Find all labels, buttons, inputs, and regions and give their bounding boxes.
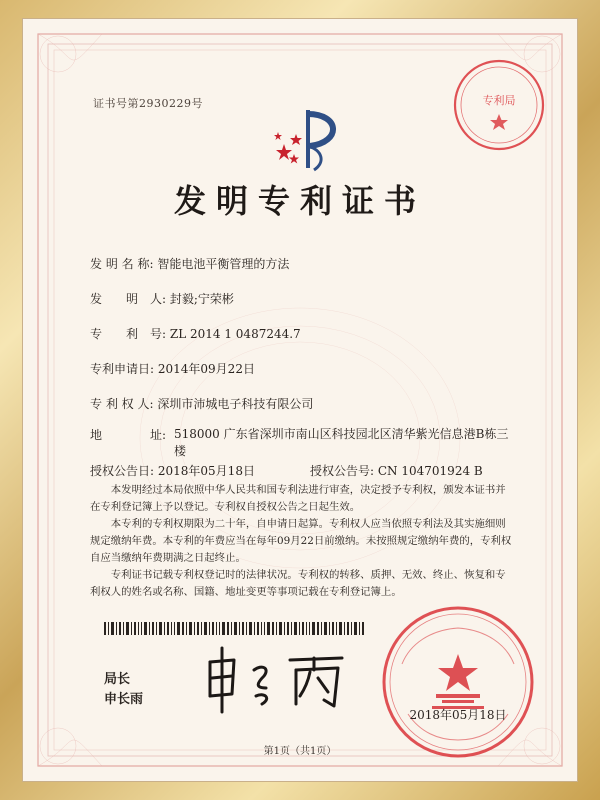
- notice-paragraph: 本发明经过本局依照中华人民共和国专利法进行审查，决定授予专利权，颁发本证书并在专利登记簿上予以登记。专利权自授权公告之日起生效。: [90, 484, 506, 513]
- field-value: 深圳市沛城电子科技有限公司: [157, 397, 314, 411]
- field-label: 专 利 权 人:: [90, 397, 154, 411]
- field-value: 2014年09月22日: [157, 362, 255, 376]
- notice-paragraph: 本专利的专利权期限为二十年，自申请日起算。专利权人应当依照专利法及其实施细则规定缴纳年费。本专利的年费应当在每年09月22日前缴纳。未按照规定缴纳年费的，专利权自应当缴纳年费期满之日起终止。: [90, 518, 512, 564]
- field-label: 发 明 名 称:: [90, 257, 154, 271]
- seal-top-text: 专利局: [482, 94, 516, 107]
- patent-office-seal-small: [450, 56, 548, 154]
- field-label: 授权公告号:: [310, 464, 375, 478]
- handwritten-signature: [192, 638, 362, 718]
- legal-notice: [90, 482, 516, 601]
- field-patent-number: [90, 325, 301, 342]
- field-label: 地 址:: [90, 428, 167, 442]
- notice-paragraph: 专利证书记载专利权登记时的法律状况。专利权的转移、质押、无效、终止、恢复和专利权人的姓名或名称、国籍、地址变更等事项记载在专利登记簿上。: [90, 569, 506, 598]
- officer-name: 申长雨: [104, 692, 144, 707]
- officer-title: 局长: [104, 672, 131, 687]
- field-value: 封毅;宁荣彬: [169, 292, 234, 306]
- field-application-date: [90, 360, 255, 377]
- field-label: 专利申请日:: [90, 362, 155, 376]
- field-label: 授权公告日:: [90, 464, 155, 478]
- field-value: 518000 广东省深圳市南山区科技园北区清华紫光信息港B栋三楼: [174, 427, 509, 458]
- seal-date: 2018年05月18日: [409, 708, 507, 722]
- field-grant-number: [310, 462, 483, 479]
- field-value: 智能电池平衡管理的方法: [157, 257, 290, 271]
- field-label: 专 利 号:: [90, 327, 167, 341]
- certificate-number: 证书号第2930229号: [93, 97, 203, 110]
- field-value: ZL 2014 1 0487244.7: [169, 327, 301, 341]
- page-number: 第1页（共1页）: [263, 746, 337, 757]
- field-address: [90, 426, 510, 460]
- certificate-title: 发明专利证书: [173, 182, 426, 220]
- patent-office-emblem-icon: [270, 106, 350, 176]
- field-value: 2018年05月18日: [157, 464, 255, 478]
- field-grant-date: [90, 462, 255, 479]
- certificate-paper: [22, 18, 578, 782]
- field-inventor: [90, 290, 234, 307]
- field-value: CN 104701924 B: [377, 464, 483, 478]
- state-ip-office-seal: [380, 604, 536, 760]
- field-invention-name: [90, 255, 289, 272]
- barcode: [104, 622, 364, 635]
- field-patentee: [90, 395, 313, 412]
- field-label: 发 明 人:: [90, 292, 167, 306]
